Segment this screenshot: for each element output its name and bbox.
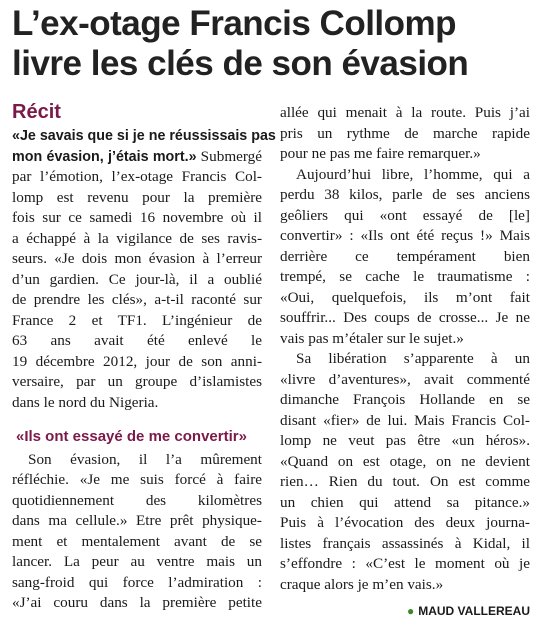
body-text: dans le nord du Nigeria. [12,393,159,411]
kicker-label: Récit [12,101,61,123]
text-line: listes français assassinés à Kidal, il [280,534,530,552]
right-paragraph-2 [280,165,530,350]
headline [12,4,532,84]
left-column [12,100,276,614]
headline-line-2: livre les clés de son évasion [12,44,469,83]
text-line [12,229,262,250]
text-line [12,372,262,393]
text-line: réfléchie. «Je me suis forcé à faire [12,471,262,488]
text-line [12,331,262,352]
text-line: dimanche François Hollande en se [280,391,530,408]
bullet-dot-icon: ● [406,604,415,618]
body-text: a échappé à la vigilance de ses ravis- [12,229,262,247]
text-line: rien… Rien du tout. On est comme [280,473,530,490]
text-line [12,393,262,414]
body-text: par l’émotion, l’ex-otage Francis Col- [12,168,262,185]
text-line [12,249,262,270]
text-line [12,126,276,147]
text-line: craque alors je m’en vais.» [280,575,444,593]
left-paragraph-1 [12,126,276,413]
text-line: souffrir... Des coups de crosse... Je ne [280,309,530,326]
text-line: dans ma cellule.» Etre prêt physique- [12,512,262,529]
text-line: pris un rythme de marche rapide [280,124,530,142]
text-line [12,188,262,209]
text-line: s’effondre : «C’est le moment où je [280,555,530,572]
text-line [12,208,262,229]
right-paragraph-3 [280,349,530,595]
text-line: vais pas m’étaler sur le sujet.» [280,329,464,347]
text-line [12,147,262,168]
headline-line-1: L’ex-otage Francis Collomp [12,4,457,43]
body-text: Submergé [196,147,262,165]
right-column [280,103,530,595]
text-line: «Quand on est otage, on ne devient [280,452,530,470]
text-line [12,167,262,188]
body-text: lomp est revenu pour la première [12,188,262,206]
text-line [12,311,262,332]
lead-quote: «Je savais que si je ne réussissais pas [12,128,276,144]
text-line: quotidiennement des kilomètres [12,491,262,509]
body-text: 19 décembre 2012, jour de son anni- [12,352,262,370]
text-line: Puis à l’évocation des deux journa- [280,514,530,531]
text-line: lancer. La peur au ventre mais un [12,553,262,570]
body-text: de prendre les clés», a-t-il raconté sur [12,291,262,308]
lead-quote: mon évasion, j’étais mort.» [12,148,197,165]
right-paragraph-1 [280,103,530,165]
text-line: disant «fier» de lui. Mais Francis Col- [280,411,530,429]
text-line [12,270,262,291]
left-paragraph-2 [12,450,262,614]
text-line: convertir» : «Ils ont été reçus !» Mais [280,227,530,244]
text-line [12,290,262,311]
text-line: geôliers qui «ont essayé de [le] [280,206,530,224]
body-text: versaire, par un groupe d’islamistes [12,373,262,390]
text-line [12,352,262,373]
body-text: d’un gardien. Ce jour-là, il a oublié [12,270,262,288]
text-line: Son évasion, il l’a mûrement [28,450,262,468]
text-line: sang-froid qui force l’admiration : [12,573,262,591]
text-line: un chien qui attend sa pitance.» [280,493,530,511]
byline-author: MAUD VALLEREAU [418,604,530,618]
text-line: «J’ai couru dans la première petite [12,594,262,611]
text-line: Aujourd’hui libre, l’homme, qui a [296,165,530,183]
text-line: Sa libération s’apparente à un [296,350,530,367]
body-text: 63 ans avait été enlevé le [12,332,262,349]
body-text: France 2 et TF1. L’ingénieur de [12,311,262,329]
text-line: lomp ne veut pas être «un héros». [280,432,530,449]
text-line: trempé, se cache le traumatisme : [280,268,530,285]
text-line: «livre d’aventures», avait commenté [280,370,530,388]
text-line: ment et mentalement avant de se [12,532,262,550]
text-line: «Oui, quelquefois, ils m’ont fait [280,288,530,306]
text-line: derrière ce tempérament bien [280,247,530,265]
byline [407,604,530,618]
subheading: «Ils ont essayé de me convertir» [16,428,247,445]
text-line: pour ne pas me faire remarquer.» [280,145,481,162]
text-line: allée qui menait à la route. Puis j’ai [280,104,530,121]
body-text: fois sur ce samedi 16 novembre où il [12,209,262,226]
body-text: seurs. «Je dois mon évasion à l’erreur [12,250,262,267]
text-line: perdu 38 kilos, parle de ses anciens [280,186,530,203]
